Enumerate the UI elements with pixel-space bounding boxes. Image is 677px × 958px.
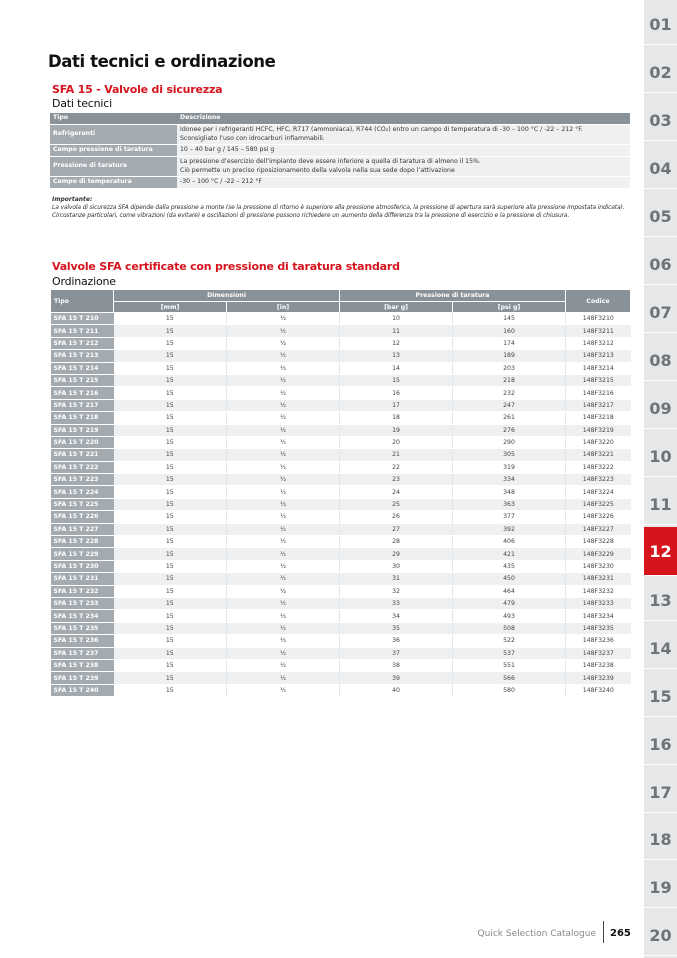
cell-in: ¹⁄₂ [227,548,340,560]
cell-mm: 15 [114,511,227,523]
cell-mm: 15 [114,325,227,337]
cell-psi: 363 [453,498,566,510]
cell-mm: 15 [114,313,227,325]
cell-psi: 580 [453,684,566,696]
table-row [51,387,631,399]
row-value-line: Sconsigliato l’uso con idrocarburi infiammabili. [180,134,325,142]
cell-in: ¹⁄₂ [227,350,340,362]
cell-codice: 148F3217 [566,399,631,411]
table-row [51,498,631,510]
row-value [177,145,630,157]
table-row [51,486,631,498]
cell-tipo: SFA 15 T 219 [51,424,114,436]
cell-bar: 27 [340,523,453,535]
section-title-certified-valves: Valvole SFA certificate con pressione di taratura standard [52,260,400,273]
cell-psi: 334 [453,474,566,486]
cell-psi: 435 [453,560,566,572]
cell-in: ¹⁄₂ [227,511,340,523]
cell-tipo: SFA 15 T 224 [51,486,114,498]
cell-codice: 148F3222 [566,461,631,473]
footer-divider [603,921,604,943]
cell-bar: 33 [340,597,453,609]
cell-codice: 148F3225 [566,498,631,510]
cell-bar: 30 [340,560,453,572]
cell-bar: 20 [340,436,453,448]
cell-psi: 392 [453,523,566,535]
cell-mm: 15 [114,536,227,548]
row-label: Refrigeranti [50,125,177,145]
cell-tipo: SFA 15 T 235 [51,622,114,634]
table-row [51,597,631,609]
cell-tipo: SFA 15 T 215 [51,374,114,386]
cell-psi: 421 [453,548,566,560]
cell-mm: 15 [114,659,227,671]
cell-mm: 15 [114,597,227,609]
table-row [51,548,631,560]
table-row [50,157,630,177]
cell-tipo: SFA 15 T 223 [51,474,114,486]
cell-bar: 17 [340,399,453,411]
cell-tipo: SFA 15 T 234 [51,610,114,622]
table-row [51,511,631,523]
row-value-line: Ciò permette un preciso riposizionamento della valvola nella sua sede dopo l’attivazione [180,166,455,174]
cell-bar: 34 [340,610,453,622]
cell-in: ¹⁄₂ [227,573,340,585]
cell-codice: 148F3228 [566,536,631,548]
cell-mm: 15 [114,560,227,572]
table-row [51,647,631,659]
cell-tipo: SFA 15 T 210 [51,313,114,325]
chapter-tab-16[interactable]: 16 [644,724,677,765]
cell-bar: 36 [340,635,453,647]
cell-in: ¹⁄₂ [227,461,340,473]
table-row [51,622,631,634]
cell-codice: 148F3235 [566,622,631,634]
page-title: Dati tecnici e ordinazione [48,52,276,71]
cell-in: ¹⁄₂ [227,523,340,535]
cell-in: ¹⁄₂ [227,412,340,424]
cell-psi: 508 [453,622,566,634]
cell-codice: 148F3220 [566,436,631,448]
cell-mm: 15 [114,474,227,486]
note-title: Importante: [52,196,93,203]
table-row [50,177,630,189]
cell-in: ¹⁄₂ [227,536,340,548]
cell-psi: 305 [453,449,566,461]
row-value-line: Idonee per i refrigeranti HCFC, HFC, R717 (ammoniaca), R744 (CO₂) entro un campo di temperatura di -30 – 100 °C / -22 – 212 °F. [180,126,583,133]
cell-bar: 40 [340,684,453,696]
cell-bar: 28 [340,536,453,548]
cell-psi: 218 [453,374,566,386]
cell-bar: 26 [340,511,453,523]
cell-codice: 148F3216 [566,387,631,399]
chapter-tab-10[interactable]: 10 [644,436,677,477]
cell-codice: 148F3212 [566,337,631,349]
cell-psi: 450 [453,573,566,585]
cell-tipo: SFA 15 T 218 [51,412,114,424]
cell-mm: 15 [114,399,227,411]
cell-mm: 15 [114,486,227,498]
cell-in: ¹⁄₂ [227,597,340,609]
chapter-tab-12[interactable]: 12 [644,527,677,576]
cell-mm: 15 [114,436,227,448]
cell-psi: 479 [453,597,566,609]
cell-codice: 148F3234 [566,610,631,622]
cell-mm: 15 [114,647,227,659]
table-row [51,573,631,585]
table-header-row [50,113,630,125]
table-subheader-row [51,302,631,313]
cell-codice: 148F3211 [566,325,631,337]
chapter-tab-13[interactable]: 13 [644,580,677,621]
cell-bar: 10 [340,313,453,325]
cell-bar: 11 [340,325,453,337]
cell-codice: 148F3227 [566,523,631,535]
cell-in: ¹⁄₂ [227,684,340,696]
cell-in: ¹⁄₂ [227,325,340,337]
cell-bar: 22 [340,461,453,473]
chapter-tab-15[interactable]: 15 [644,676,677,717]
cell-codice: 148F3239 [566,672,631,684]
cell-psi: 551 [453,659,566,671]
row-value [177,157,630,177]
cell-in: ¹⁄₂ [227,474,340,486]
cell-in: ¹⁄₂ [227,659,340,671]
column-header-in: [in] [227,302,340,313]
cell-psi: 377 [453,511,566,523]
cell-bar: 12 [340,337,453,349]
cell-codice: 148F3224 [566,486,631,498]
section-subtitle-ordering: Ordinazione [52,275,116,288]
table-row [51,560,631,572]
cell-tipo: SFA 15 T 226 [51,511,114,523]
row-label: Campo di temperatura [50,177,177,189]
row-label: Campo pressione di taratura [50,145,177,157]
cell-psi: 464 [453,585,566,597]
cell-bar: 25 [340,498,453,510]
cell-in: ¹⁄₂ [227,498,340,510]
cell-in: ¹⁄₂ [227,374,340,386]
cell-mm: 15 [114,337,227,349]
cell-tipo: SFA 15 T 221 [51,449,114,461]
cell-mm: 15 [114,387,227,399]
cell-in: ¹⁄₂ [227,424,340,436]
cell-in: ¹⁄₂ [227,436,340,448]
table-row [51,313,631,325]
row-value-line: 10 – 40 bar g / 145 – 580 psi g [180,146,275,154]
cell-bar: 24 [340,486,453,498]
table-row [51,424,631,436]
row-value [177,177,630,189]
row-value [177,125,630,145]
cell-psi: 537 [453,647,566,659]
cell-mm: 15 [114,350,227,362]
cell-bar: 14 [340,362,453,374]
cell-tipo: SFA 15 T 229 [51,548,114,560]
table-row [51,474,631,486]
table-row [51,449,631,461]
cell-tipo: SFA 15 T 213 [51,350,114,362]
row-label: Pressione di taratura [50,157,177,177]
table-row [51,436,631,448]
chapter-tab-09[interactable]: 09 [644,388,677,429]
table-row [51,374,631,386]
cell-codice: 148F3232 [566,585,631,597]
table-row [51,684,631,696]
cell-codice: 148F3218 [566,412,631,424]
chapter-tab-06[interactable]: 06 [644,244,677,285]
cell-mm: 15 [114,635,227,647]
table-row [51,461,631,473]
cell-mm: 15 [114,684,227,696]
cell-psi: 319 [453,461,566,473]
table-row [51,610,631,622]
chapter-tab-20[interactable]: 20 [644,915,677,956]
cell-in: ¹⁄₂ [227,486,340,498]
cell-tipo: SFA 15 T 239 [51,672,114,684]
ordering-table-body [51,313,631,697]
cell-tipo: SFA 15 T 225 [51,498,114,510]
column-header-dimensioni: Dimensioni [114,290,340,302]
column-header-mm: [mm] [114,302,227,313]
table-row [51,350,631,362]
cell-codice: 148F3210 [566,313,631,325]
cell-bar: 31 [340,573,453,585]
cell-psi: 348 [453,486,566,498]
cell-tipo: SFA 15 T 212 [51,337,114,349]
cell-psi: 261 [453,412,566,424]
cell-mm: 15 [114,610,227,622]
ordering-table [50,289,631,697]
cell-tipo: SFA 15 T 227 [51,523,114,535]
cell-codice: 148F3215 [566,374,631,386]
chapter-tab-03[interactable]: 03 [644,100,677,141]
table-row [51,523,631,535]
cell-psi: 406 [453,536,566,548]
cell-psi: 493 [453,610,566,622]
cell-in: ¹⁄₂ [227,337,340,349]
chapter-tab-02[interactable]: 02 [644,52,677,93]
cell-codice: 148F3221 [566,449,631,461]
cell-tipo: SFA 15 T 237 [51,647,114,659]
cell-mm: 15 [114,449,227,461]
cell-in: ¹⁄₂ [227,387,340,399]
cell-psi: 145 [453,313,566,325]
cell-psi: 232 [453,387,566,399]
chapter-tab-18[interactable]: 18 [644,819,677,860]
table-row [50,125,630,145]
section-subtitle-technical-data: Dati tecnici [52,97,112,110]
cell-tipo: SFA 15 T 238 [51,659,114,671]
table-row [51,585,631,597]
cell-in: ¹⁄₂ [227,449,340,461]
table-header-row [51,290,631,302]
cell-in: ¹⁄₂ [227,560,340,572]
column-header-tipo: Tipo [50,113,177,125]
cell-mm: 15 [114,523,227,535]
cell-mm: 15 [114,374,227,386]
cell-tipo: SFA 15 T 222 [51,461,114,473]
note-line: La valvola di sicurezza SFA dipende dalla pressione a monte (se la pressione di ritorno è superiore alla pressione atmosferica, la pressione di apertura sarà superiore alla pressione impostata indicata). [52,204,625,212]
cell-codice: 148F3236 [566,635,631,647]
cell-mm: 15 [114,548,227,560]
cell-codice: 148F3237 [566,647,631,659]
page-number: 265 [610,928,631,939]
cell-in: ¹⁄₂ [227,313,340,325]
cell-bar: 16 [340,387,453,399]
cell-mm: 15 [114,573,227,585]
cell-bar: 38 [340,659,453,671]
chapter-tab-11[interactable]: 11 [644,484,677,525]
cell-codice: 148F3230 [566,560,631,572]
chapter-tab-08[interactable]: 08 [644,340,677,381]
cell-tipo: SFA 15 T 211 [51,325,114,337]
cell-tipo: SFA 15 T 240 [51,684,114,696]
cell-tipo: SFA 15 T 220 [51,436,114,448]
cell-in: ¹⁄₂ [227,362,340,374]
cell-in: ¹⁄₂ [227,622,340,634]
row-value-line: -30 – 100 °C / -22 – 212 °F [180,178,262,186]
cell-bar: 39 [340,672,453,684]
cell-tipo: SFA 15 T 230 [51,560,114,572]
chapter-tab-19[interactable]: 19 [644,867,677,908]
column-header-psi: [psi g] [453,302,566,313]
table-row [51,635,631,647]
cell-psi: 203 [453,362,566,374]
table-row [51,325,631,337]
cell-psi: 522 [453,635,566,647]
cell-tipo: SFA 15 T 232 [51,585,114,597]
cell-tipo: SFA 15 T 233 [51,597,114,609]
cell-bar: 37 [340,647,453,659]
cell-psi: 174 [453,337,566,349]
cell-in: ¹⁄₂ [227,647,340,659]
row-value-line: La pressione d’esercizio dell’impianto deve essere inferiore a quella di taratura di almeno il 15%. [180,158,481,165]
cell-bar: 35 [340,622,453,634]
cell-mm: 15 [114,362,227,374]
cell-codice: 148F3238 [566,659,631,671]
cell-bar: 19 [340,424,453,436]
important-note [52,196,632,221]
cell-codice: 148F3226 [566,511,631,523]
cell-codice: 148F3223 [566,474,631,486]
cell-bar: 21 [340,449,453,461]
cell-in: ¹⁄₂ [227,635,340,647]
cell-bar: 29 [340,548,453,560]
chapter-tab-05[interactable]: 05 [644,196,677,237]
chapter-tab-01[interactable]: 01 [644,4,677,45]
cell-in: ¹⁄₂ [227,399,340,411]
cell-mm: 15 [114,424,227,436]
table-row [51,399,631,411]
cell-bar: 32 [340,585,453,597]
cell-codice: 148F3240 [566,684,631,696]
cell-codice: 148F3233 [566,597,631,609]
table-row [51,412,631,424]
cell-mm: 15 [114,461,227,473]
cell-psi: 566 [453,672,566,684]
cell-psi: 160 [453,325,566,337]
table-row [51,337,631,349]
cell-in: ¹⁄₂ [227,585,340,597]
footer-catalogue-label: Quick Selection Catalogue [477,929,596,939]
table-row [50,145,630,157]
cell-tipo: SFA 15 T 217 [51,399,114,411]
column-header-bar: [bar g] [340,302,453,313]
cell-psi: 189 [453,350,566,362]
technical-data-table [50,113,630,189]
table-row [51,672,631,684]
chapter-tab-07[interactable]: 07 [644,292,677,333]
chapter-tab-04[interactable]: 04 [644,148,677,189]
cell-psi: 276 [453,424,566,436]
cell-tipo: SFA 15 T 231 [51,573,114,585]
cell-codice: 148F3213 [566,350,631,362]
cell-in: ¹⁄₂ [227,672,340,684]
cell-bar: 18 [340,412,453,424]
column-header-pressione: Pressione di taratura [340,290,566,302]
cell-codice: 148F3229 [566,548,631,560]
cell-mm: 15 [114,622,227,634]
cell-tipo: SFA 15 T 228 [51,536,114,548]
table-row [51,362,631,374]
table-row [51,659,631,671]
section-title-safety-valves: SFA 15 - Valvole di sicurezza [52,83,223,96]
cell-tipo: SFA 15 T 236 [51,635,114,647]
chapter-tabs [644,0,677,958]
column-header-codice: Codice [566,290,631,313]
cell-bar: 15 [340,374,453,386]
cell-mm: 15 [114,585,227,597]
cell-mm: 15 [114,412,227,424]
table-row [51,536,631,548]
cell-in: ¹⁄₂ [227,610,340,622]
cell-mm: 15 [114,498,227,510]
cell-codice: 148F3231 [566,573,631,585]
cell-bar: 23 [340,474,453,486]
chapter-tab-14[interactable]: 14 [644,628,677,669]
cell-tipo: SFA 15 T 214 [51,362,114,374]
cell-bar: 13 [340,350,453,362]
column-header-descrizione: Descrizione [177,113,630,125]
cell-codice: 148F3219 [566,424,631,436]
cell-psi: 290 [453,436,566,448]
cell-psi: 247 [453,399,566,411]
chapter-tab-17[interactable]: 17 [644,772,677,813]
cell-mm: 15 [114,672,227,684]
cell-codice: 148F3214 [566,362,631,374]
note-line: Circostanze particolari, come vibrazioni (da evitare) e oscillazioni di pressione possono richiedere un aumento della differenza tra la pressione di esercizio e la pressione di chiusura. [52,212,570,220]
cell-tipo: SFA 15 T 216 [51,387,114,399]
column-header-tipo: Tipo [51,290,114,313]
